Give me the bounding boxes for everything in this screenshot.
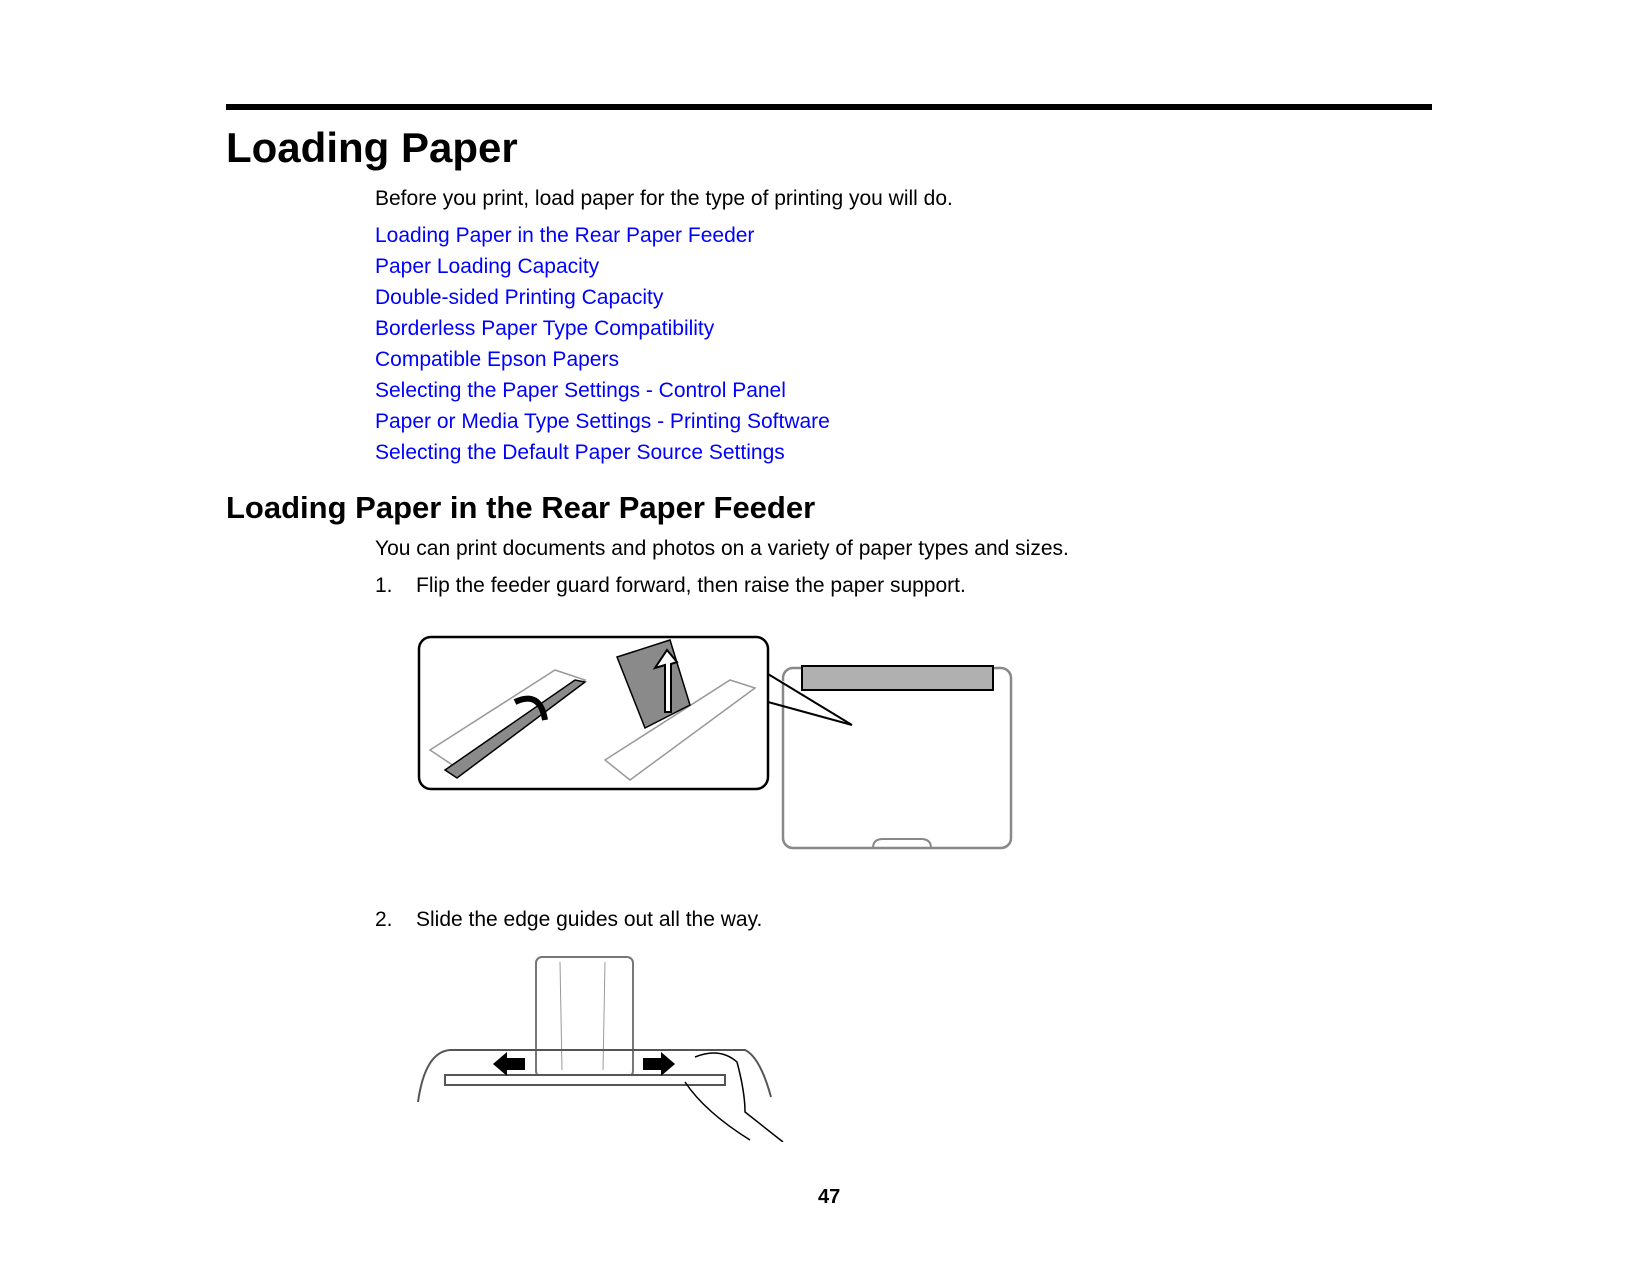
link-paper-loading-capacity[interactable]: Paper Loading Capacity [375, 255, 600, 278]
page-title: Loading Paper [226, 124, 518, 171]
step-1-number: 1. [375, 574, 393, 597]
link-rear-paper-feeder[interactable]: Loading Paper in the Rear Paper Feeder [375, 224, 755, 247]
link-paper-settings-control-panel[interactable]: Selecting the Paper Settings - Control Panel [375, 379, 786, 402]
top-rule [226, 104, 1432, 110]
link-compatible-epson-papers[interactable]: Compatible Epson Papers [375, 348, 619, 371]
section-heading: Loading Paper in the Rear Paper Feeder [226, 490, 816, 525]
page-number: 47 [818, 1186, 841, 1208]
link-borderless-compatibility[interactable]: Borderless Paper Type Compatibility [375, 317, 715, 340]
link-media-type-settings[interactable]: Paper or Media Type Settings - Printing Software [375, 410, 830, 433]
intro-text: Before you print, load paper for the type of printing you will do. [375, 187, 953, 210]
step-1-illustration [415, 630, 1015, 855]
link-double-sided-capacity[interactable]: Double-sided Printing Capacity [375, 286, 664, 309]
link-default-paper-source[interactable]: Selecting the Default Paper Source Settings [375, 441, 785, 464]
section-intro: You can print documents and photos on a variety of paper types and sizes. [375, 537, 1069, 560]
step-1-text: Flip the feeder guard forward, then raise the paper support. [416, 574, 966, 597]
step-2-text: Slide the edge guides out all the way. [416, 908, 763, 931]
step-2-number: 2. [375, 908, 393, 931]
step-2-illustration [415, 952, 795, 1142]
